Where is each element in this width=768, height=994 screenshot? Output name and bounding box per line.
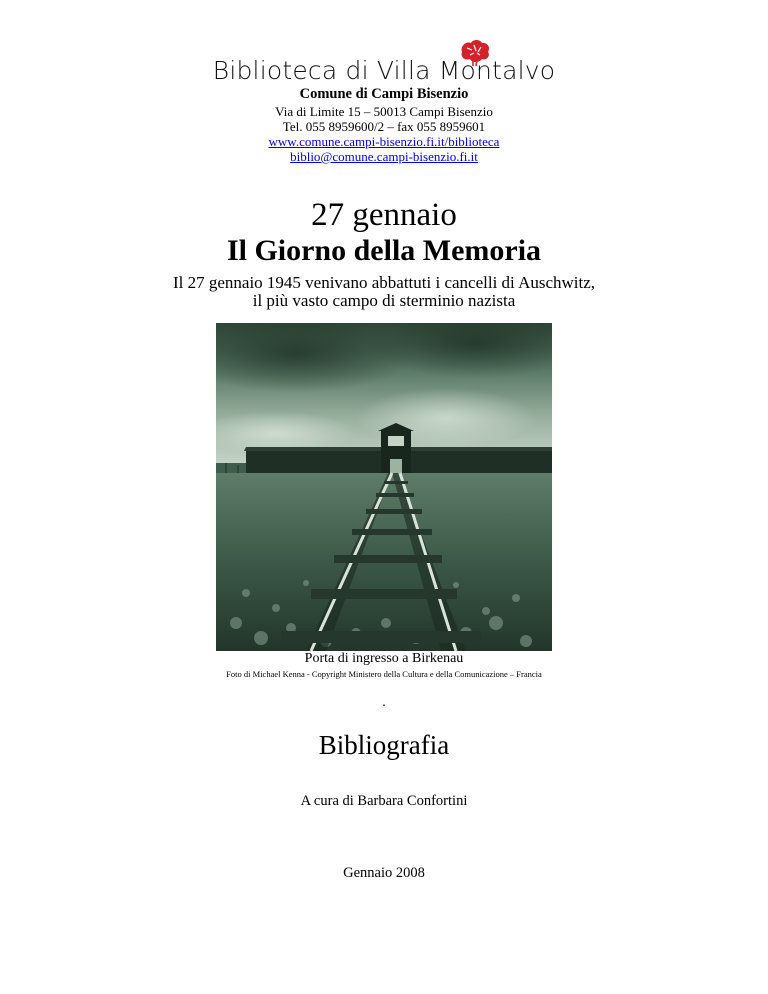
email-link[interactable]: biblio@comune.campi-bisenzio.fi.it	[290, 149, 478, 164]
photo-credit: Foto di Michael Kenna - Copyright Ministero della Cultura e della Comunicazione – Francia	[226, 669, 542, 679]
curator-line: A cura di Barbara Confortini	[300, 793, 468, 809]
website-link[interactable]: www.comune.campi-bisenzio.fi.it/biblioteca	[268, 134, 500, 149]
library-name: Biblioteca di Villa Montalvo	[212, 56, 556, 85]
address-line: Via di Limite 15 – 50013 Campi Bisenzio	[275, 104, 493, 119]
commemoration-date: 27 gennaio	[311, 197, 457, 233]
section-heading: Bibliografia	[318, 730, 450, 760]
subtitle-line-2: il più vasto campo di sterminio nazista	[252, 291, 516, 310]
separator-dot: .	[382, 695, 386, 710]
page-title: Il Giorno della Memoria	[226, 234, 542, 267]
comune-name: Comune di Campi Bisenzio	[299, 86, 469, 102]
publication-date: Gennaio 2008	[343, 865, 425, 881]
birkenau-gate-photo	[216, 323, 552, 651]
subtitle-line-1: Il 27 gennaio 1945 venivano abbattuti i cancelli di Auschwitz,	[172, 273, 596, 292]
library-logo	[0, 36, 768, 86]
photo-caption: Porta di ingresso a Birkenau	[304, 651, 464, 666]
phone-line: Tel. 055 8959600/2 – fax 055 8959601	[282, 119, 486, 134]
